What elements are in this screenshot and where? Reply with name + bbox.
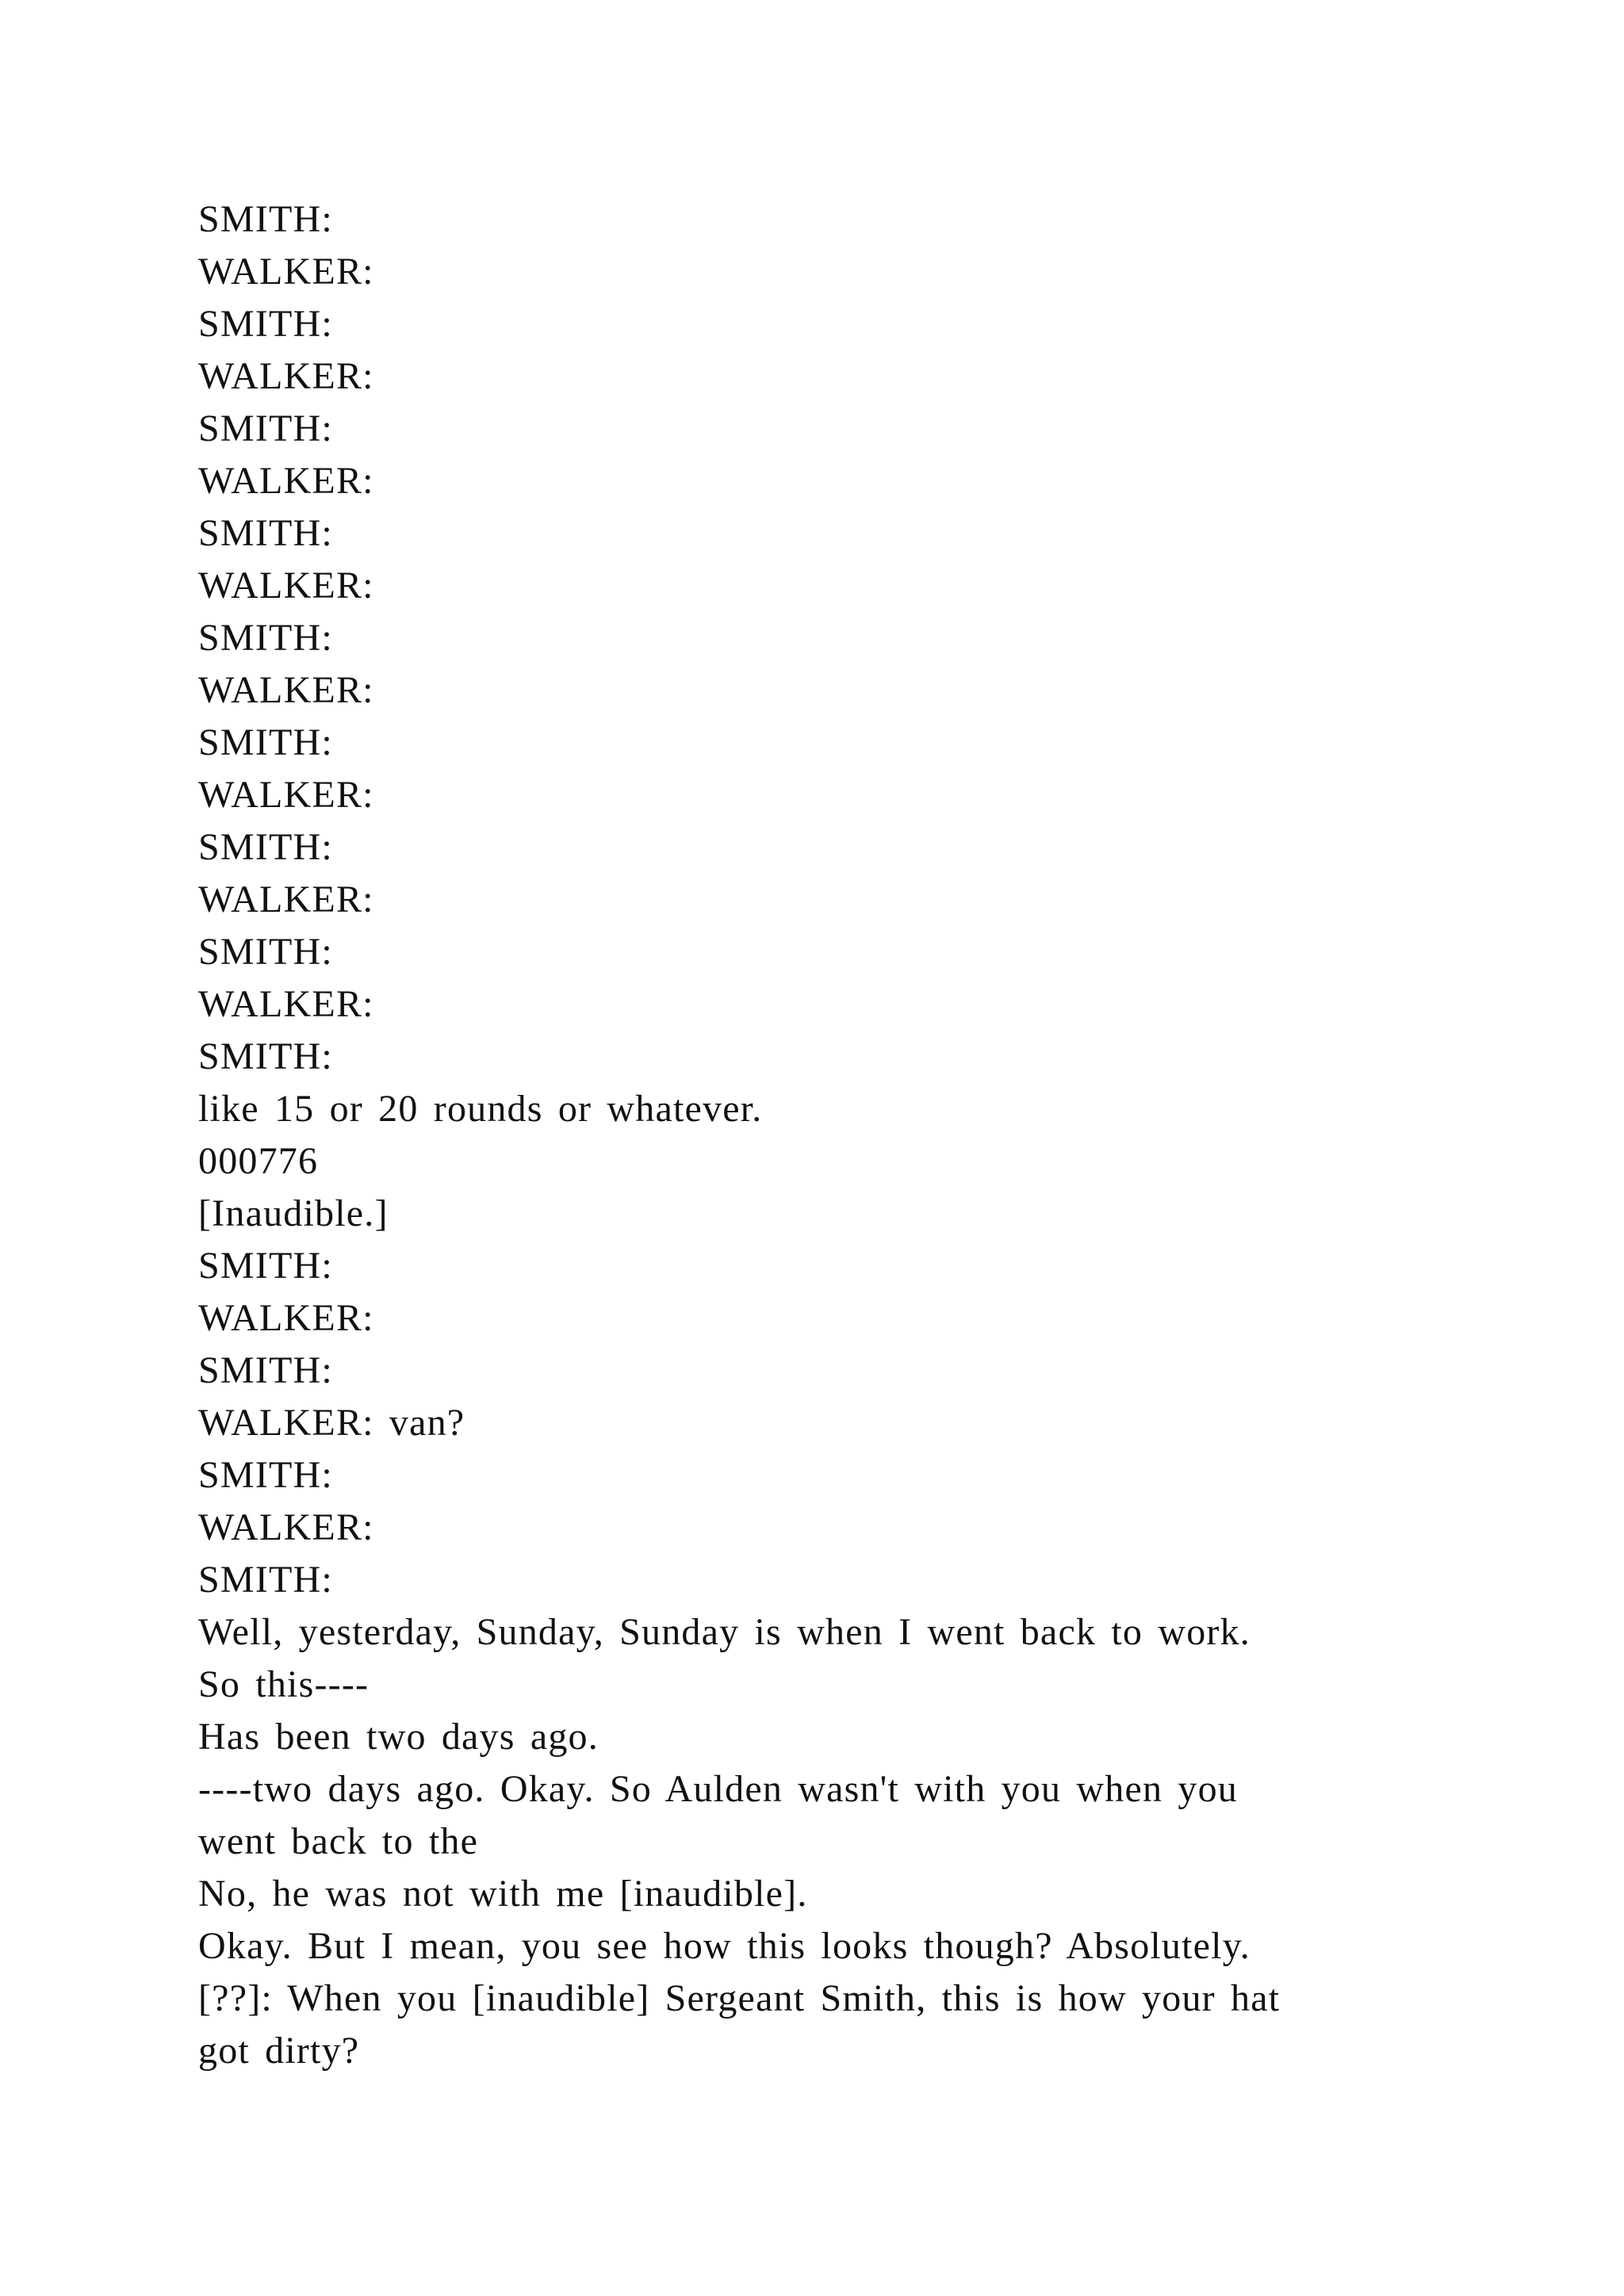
transcript-line: WALKER: xyxy=(198,251,374,293)
transcript-line: SMITH: xyxy=(198,1349,333,1391)
transcript-line: Has been two days ago. xyxy=(198,1716,599,1758)
transcript-line: No, he was not with me [inaudible]. xyxy=(198,1873,808,1915)
transcript-line: ----two days ago. Okay. So Aulden wasn't with you when you xyxy=(198,1768,1238,1810)
transcript-line: SMITH: xyxy=(198,721,333,763)
transcript-line: [Inaudible.] xyxy=(198,1192,389,1234)
transcript-line: So this---- xyxy=(198,1663,370,1705)
transcript-line: SMITH: xyxy=(198,1559,333,1601)
transcript-line: like 15 or 20 rounds or whatever. xyxy=(198,1088,763,1130)
transcript-line: SMITH: xyxy=(198,617,333,659)
transcript-line: went back to the xyxy=(198,1820,479,1862)
transcript-line: SMITH: xyxy=(198,512,333,554)
transcript-line: WALKER: xyxy=(198,878,374,920)
transcript-line: SMITH: xyxy=(198,931,333,973)
transcript-line: SMITH: xyxy=(198,408,333,450)
transcript-line: WALKER: xyxy=(198,355,374,397)
transcript-line: WALKER: xyxy=(198,983,374,1025)
transcript-text xyxy=(198,193,1467,2077)
transcript-line: SMITH: xyxy=(198,1454,333,1496)
transcript-line: WALKER: van? xyxy=(198,1402,465,1444)
transcript-line: Well, yesterday, Sunday, Sunday is when I went back to work. xyxy=(198,1611,1251,1653)
transcript-line: SMITH: xyxy=(198,303,333,345)
transcript-line: SMITH: xyxy=(198,826,333,868)
transcript-line: SMITH: xyxy=(198,1245,333,1287)
transcript-line: [??]: When you [inaudible] Sergeant Smith, this is how your hat xyxy=(198,1977,1281,2019)
transcript-line: SMITH: xyxy=(198,198,333,240)
transcript-line: WALKER: xyxy=(198,564,374,607)
transcript-line: WALKER: xyxy=(198,774,374,816)
page-number: 000776 xyxy=(198,1140,319,1182)
transcript-line: WALKER: xyxy=(198,1297,374,1339)
transcript-line: got dirty? xyxy=(198,2030,360,2072)
transcript-line: WALKER: xyxy=(198,460,374,502)
transcript-line: WALKER: xyxy=(198,669,374,711)
transcript-line: Okay. But I mean, you see how this looks though? Absolutely. xyxy=(198,1925,1251,1967)
transcript-line: WALKER: xyxy=(198,1506,374,1548)
transcript-line: SMITH: xyxy=(198,1035,333,1077)
